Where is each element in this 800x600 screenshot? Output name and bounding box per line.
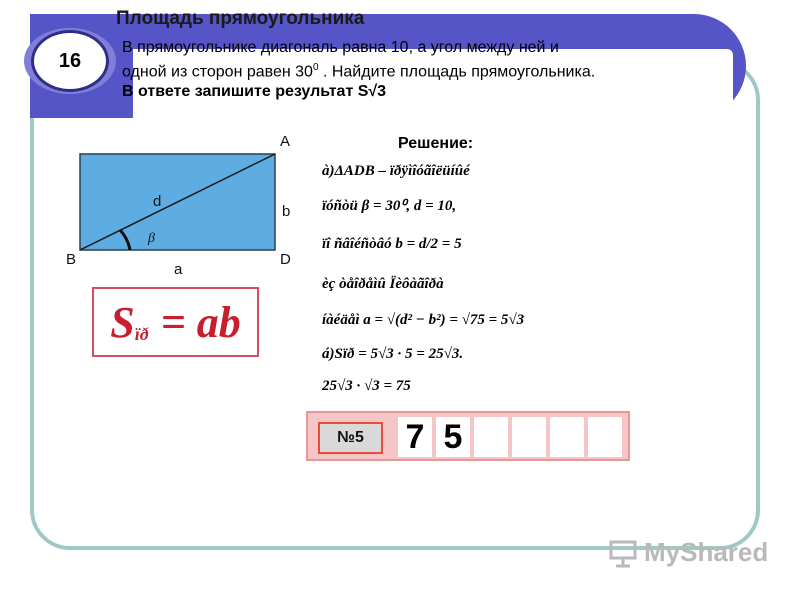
answer-number-button[interactable]: №5 bbox=[318, 422, 383, 454]
angle-beta-label: β bbox=[148, 231, 155, 246]
formula-s: S bbox=[110, 297, 135, 347]
formula-rhs: = ab bbox=[160, 297, 241, 347]
watermark bbox=[608, 537, 768, 568]
problem-line-2 bbox=[122, 58, 722, 82]
formula-subscript: ïð bbox=[134, 323, 149, 344]
solution-line-2: ïóñòü β = 30⁰, d = 10, bbox=[322, 198, 457, 214]
solution-line-1: à)ΔADB – ïðÿìîóãîëüíûé bbox=[322, 163, 470, 179]
problem-line-3: В ответе запишите результат S√3 bbox=[122, 83, 387, 101]
vertex-a-label: A bbox=[280, 133, 291, 150]
problem-line-1: В прямоугольнике диагональ равна 10, а угол между ней и bbox=[122, 39, 559, 56]
solution-line-7: 25√3 · √3 = 75 bbox=[322, 378, 411, 394]
presentation-icon bbox=[608, 538, 638, 568]
answer-cell-2[interactable]: 5 bbox=[436, 417, 470, 457]
problem-statement bbox=[122, 38, 722, 102]
solution-line-4: èç òåîðåìû Ïèôàãîðà bbox=[322, 276, 444, 292]
answer-cell-1[interactable]: 7 bbox=[398, 417, 432, 457]
watermark-text: MyShared bbox=[644, 537, 769, 567]
side-b-label: b bbox=[282, 203, 291, 220]
answer-box bbox=[306, 411, 630, 461]
answer-cell-6[interactable] bbox=[588, 417, 622, 457]
answer-cell-4[interactable] bbox=[512, 417, 546, 457]
problem-number: 16 bbox=[31, 30, 109, 92]
degree-superscript: 0 bbox=[312, 62, 319, 73]
vertex-d-label: D bbox=[280, 251, 291, 268]
problem-line-2-tail: . Найдите площадь прямоугольника. bbox=[318, 63, 596, 81]
answer-cell-3[interactable] bbox=[474, 417, 508, 457]
area-formula-box bbox=[92, 287, 259, 357]
solution-line-5: íàéäåì a = √(d² − b²) = √75 = 5√3 bbox=[322, 312, 525, 328]
rectangle-diagram bbox=[60, 130, 300, 280]
vertex-b-label: B bbox=[66, 251, 77, 268]
answer-cell-5[interactable] bbox=[550, 417, 584, 457]
side-a-label: a bbox=[174, 261, 183, 278]
diagonal-label: d bbox=[153, 193, 162, 210]
solution-line-3: ïî ñâîéñòâó b = d/2 = 5 bbox=[322, 236, 462, 252]
solution-title: Решение: bbox=[398, 135, 474, 152]
solution-line-6: á)Sïð = 5√3 · 5 = 25√3. bbox=[322, 346, 464, 362]
problem-line-2-text: одной из сторон равен 30 bbox=[122, 63, 313, 81]
page-title: Площадь прямоугольника bbox=[116, 8, 365, 29]
